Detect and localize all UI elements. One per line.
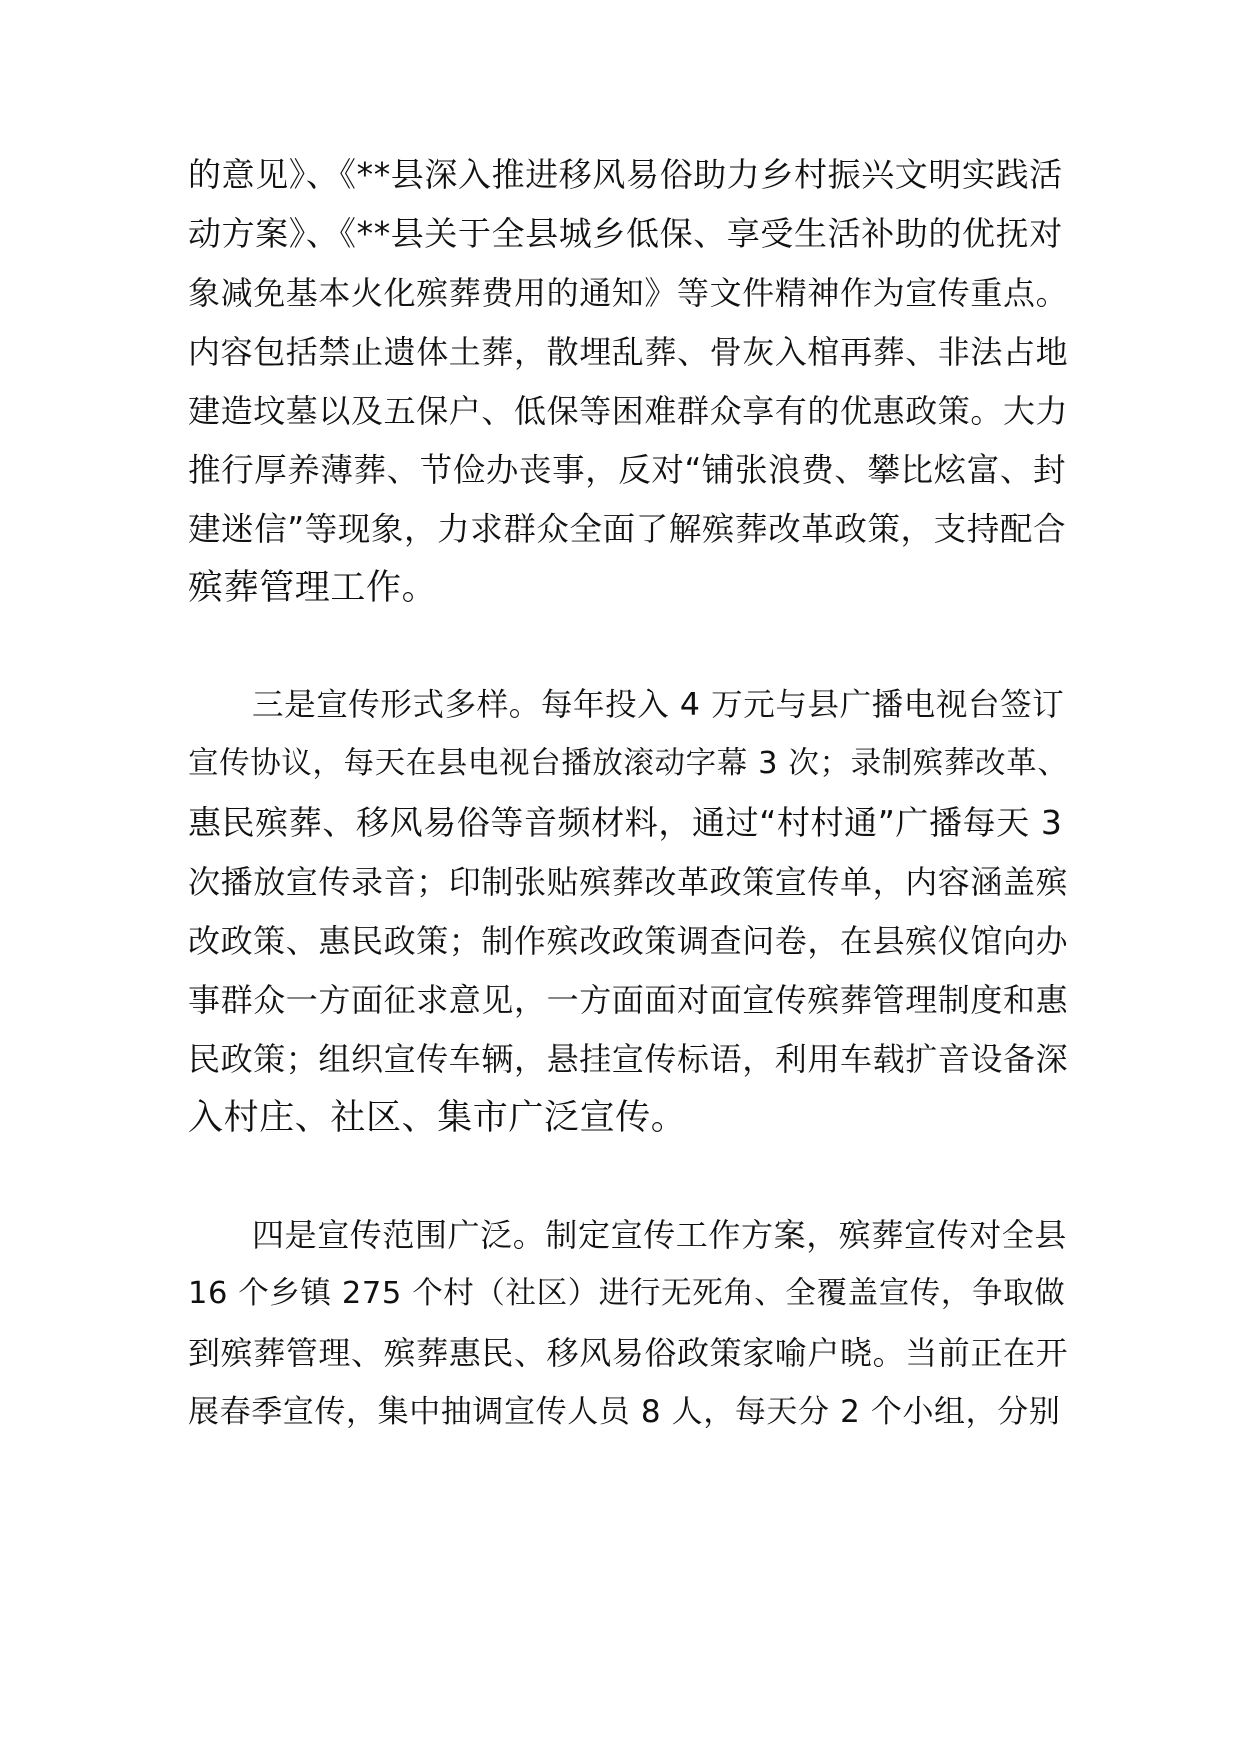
paragraph-line: 动方案》、《**县关于全县城乡低保、享受生活补助的优抚对 [188, 214, 1063, 253]
paragraph-line: 建造坟墓以及五保户、低保等困难群众享有的优惠政策。大力 [188, 392, 1069, 430]
paragraph-line: 次播放宣传录音；印制张贴殡葬改革政策宣传单，内容涵盖殡 [188, 863, 1069, 901]
paragraph-line: 改政策、惠民政策；制作殡改政策调查问卷，在县殡仪馆向办 [188, 922, 1069, 960]
paragraph-line: 事群众一方面征求意见，一方面面对面宣传殡葬管理制度和惠 [188, 981, 1069, 1019]
paragraph-line: 宣传协议，每天在县电视台播放滚动字幕 3 次；录制殡葬改革、 [188, 746, 1069, 781]
paragraph-line: 16 个乡镇 275 个村（社区）进行无死角、全覆盖宣传，争取做 [188, 1276, 1066, 1311]
paragraph-line: 入村庄、社区、集市广泛宣传。 [188, 1098, 687, 1138]
paragraph-first-line: 四是宣传范围广泛。制定宣传工作方案，殡葬宣传对全县 [252, 1216, 1068, 1254]
paragraph-line: 展春季宣传，集中抽调宣传人员 8 人，每天分 2 个小组，分别 [188, 1394, 1061, 1430]
paragraph-line: 象减免基本火化殡葬费用的通知》等文件精神作为宣传重点。 [188, 274, 1069, 312]
paragraph-line: 建迷信”等现象，力求群众全面了解殡葬改革政策，支持配合 [188, 510, 1067, 548]
paragraph-line: 到殡葬管理、殡葬惠民、移风易俗政策家喻户晓。当前正在开 [188, 1334, 1069, 1372]
paragraph-line: 的意见》、《**县深入推进移风易俗助力乡村振兴文明实践活 [188, 155, 1063, 194]
paragraph-line: 惠民殡葬、移风易俗等音频材料，通过“村村通”广播每天 3 [188, 803, 1063, 842]
paragraph-line: 内容包括禁止遗体土葬，散埋乱葬、骨灰入棺再葬、非法占地 [188, 333, 1069, 371]
paragraph-line: 推行厚养薄葬、节俭办丧事，反对“铺张浪费、攀比炫富、封 [188, 451, 1067, 489]
paragraph-first-line: 三是宣传形式多样。每年投入 4 万元与县广播电视台签订 [252, 687, 1065, 723]
paragraph-line: 民政策；组织宣传车辆，悬挂宣传标语，利用车载扩音设备深 [188, 1040, 1069, 1078]
paragraph-line: 殡葬管理工作。 [188, 568, 438, 608]
